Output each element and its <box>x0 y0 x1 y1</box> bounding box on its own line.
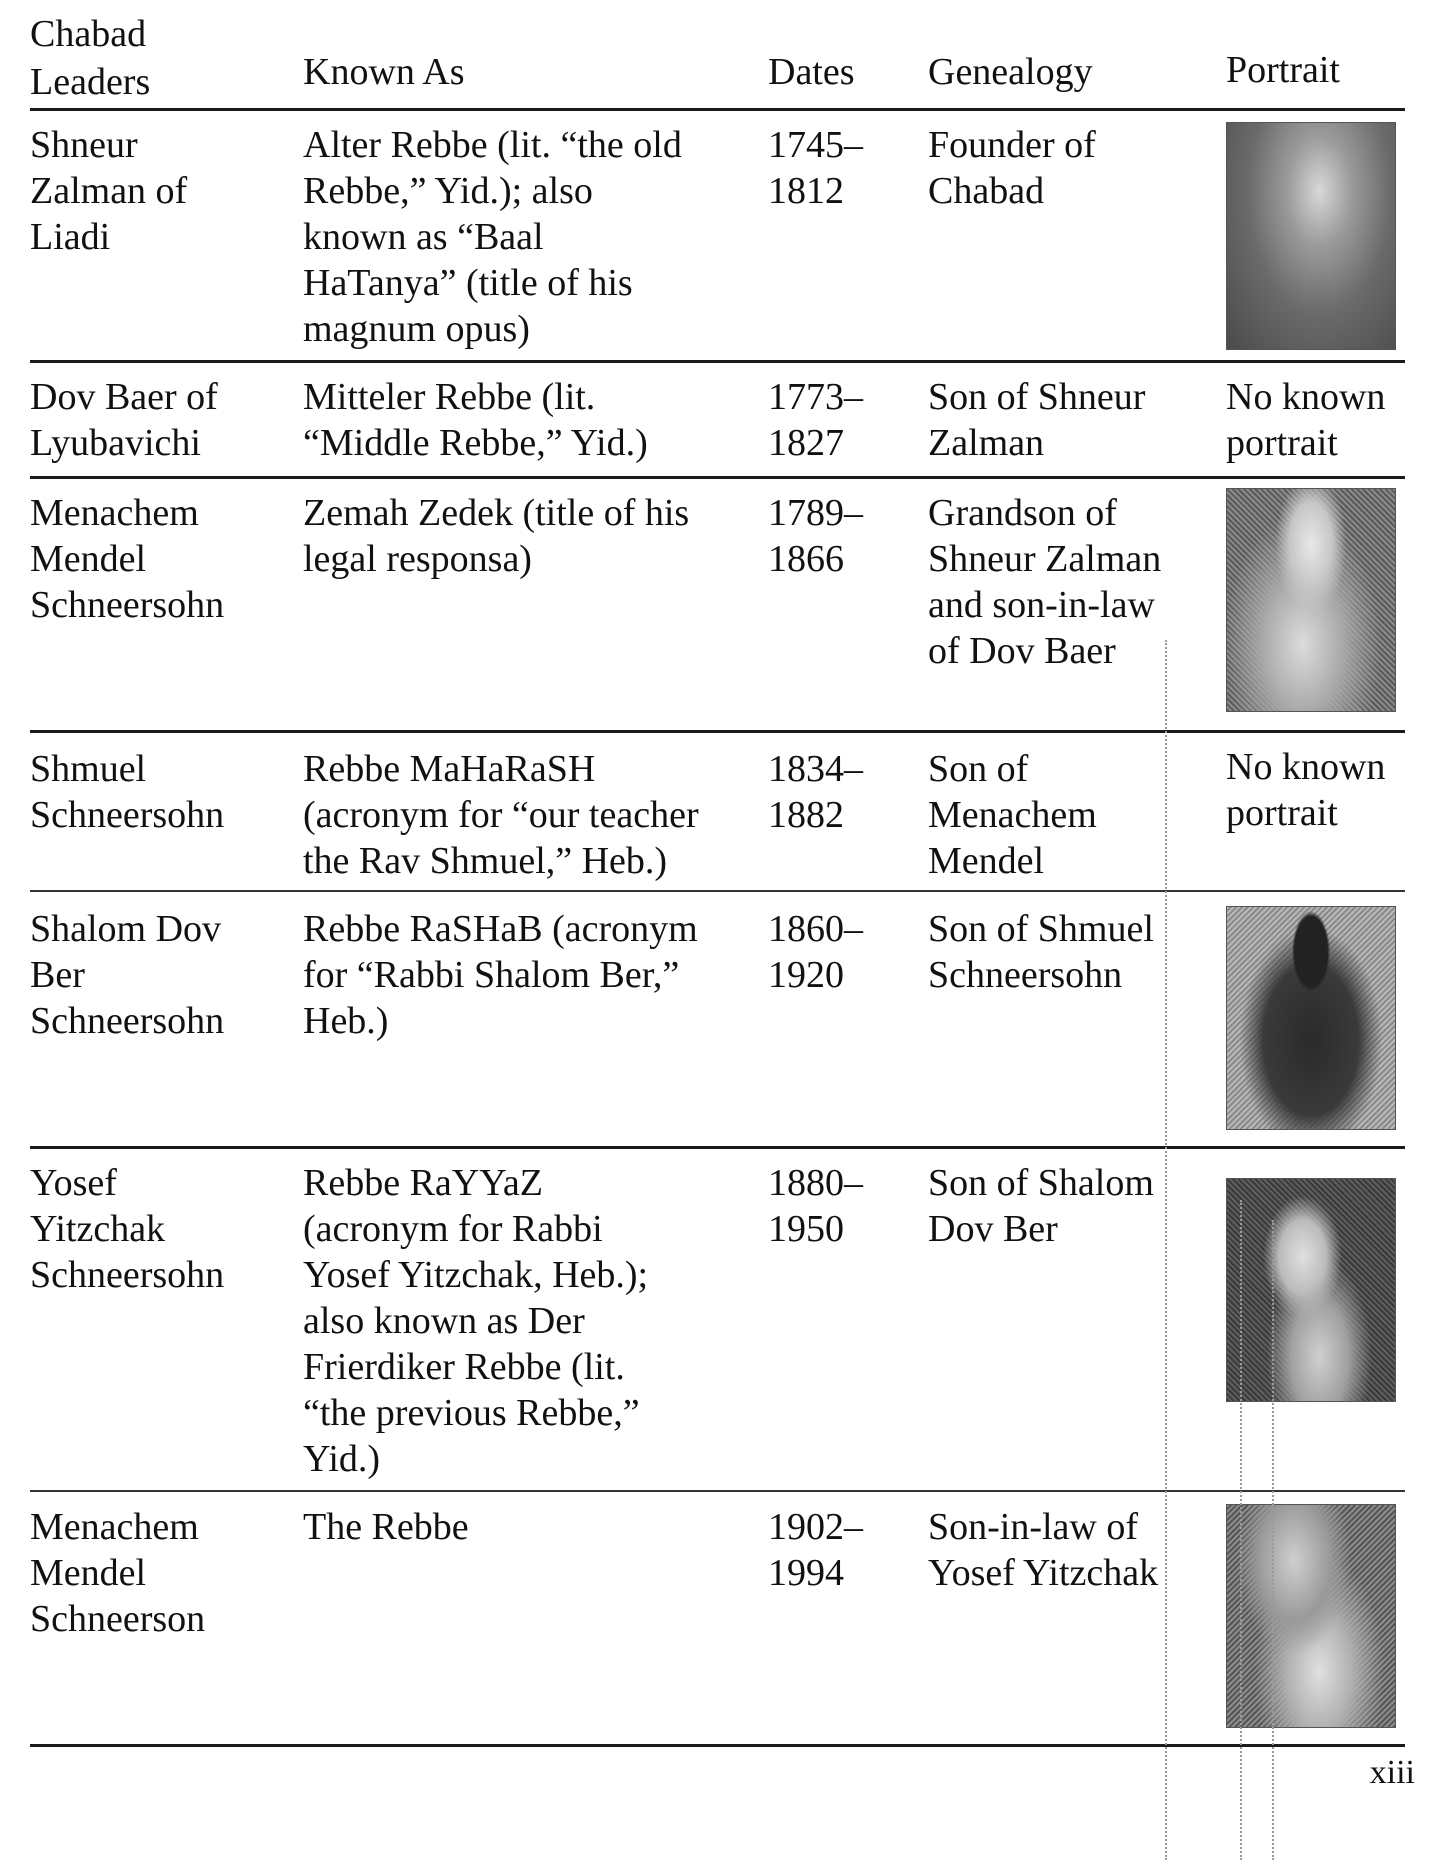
known-as: Rebbe MaHaRaSH (acronym for “our teacher the Rav Shmuel,” Heb.) <box>303 748 699 882</box>
leader-name: Yosef Yitzchak Schneersohn <box>30 1162 225 1296</box>
leader-name: Shalom Dov Ber Schneersohn <box>30 908 225 1042</box>
bottom-rule <box>30 1744 1405 1747</box>
row-rule <box>30 476 1405 479</box>
header-genealogy: Genealogy <box>928 51 1093 93</box>
dates: 1773– 1827 <box>768 376 863 464</box>
leader-name: Shmuel Schneersohn <box>30 748 225 836</box>
scan-artifact-line <box>1240 1200 1242 1860</box>
scan-artifact-line <box>1165 640 1167 1860</box>
portrait-note: No known portrait <box>1226 376 1386 464</box>
dates: 1880– 1950 <box>768 1162 863 1250</box>
header-dates: Dates <box>768 51 855 93</box>
genealogy: Founder of Chabad <box>928 124 1096 212</box>
portrait-image <box>1226 488 1396 712</box>
page-number: xiii <box>1369 1754 1415 1791</box>
leader-name: Menachem Mendel Schneersohn <box>30 492 225 626</box>
row-rule <box>30 360 1405 363</box>
dates: 1902– 1994 <box>768 1506 863 1594</box>
genealogy: Grandson of Shneur Zalman and son-in-law of Dov Baer <box>928 492 1162 672</box>
dates: 1860– 1920 <box>768 908 863 996</box>
header-portrait: Portrait <box>1226 49 1340 91</box>
dates: 1789– 1866 <box>768 492 863 580</box>
known-as: Rebbe RaSHaB (acronym for “Rabbi Shalom Ber,” Heb.) <box>303 908 698 1042</box>
portrait-image <box>1226 1504 1396 1728</box>
genealogy: Son-in-law of Yosef Yitzchak <box>928 1506 1159 1594</box>
known-as: Mitteler Rebbe (lit. “Middle Rebbe,” Yid.) <box>303 376 648 464</box>
known-as: Zemah Zedek (title of his legal responsa) <box>303 492 690 580</box>
portrait-image <box>1226 1178 1396 1402</box>
header-rule <box>30 108 1405 111</box>
portrait-image <box>1226 122 1396 350</box>
known-as: Rebbe RaYYaZ (acronym for Rabbi Yosef Yitzchak, Heb.); also known as Der Frierdiker Rebbe (lit. “the previous Rebbe,” Yid.) <box>303 1162 649 1480</box>
leader-name: Shneur Zalman of Liadi <box>30 124 188 258</box>
row-rule <box>30 1146 1405 1149</box>
genealogy: Son of Shalom Dov Ber <box>928 1162 1154 1250</box>
header-known-as: Known As <box>303 51 465 93</box>
row-rule <box>30 730 1405 733</box>
dates: 1745– 1812 <box>768 124 863 212</box>
leader-name: Dov Baer of Lyubavichi <box>30 376 218 464</box>
genealogy: Son of Shmuel Schneersohn <box>928 908 1154 996</box>
row-rule <box>30 890 1405 892</box>
genealogy: Son of Menachem Mendel <box>928 748 1097 882</box>
scan-artifact-line <box>1272 1220 1274 1860</box>
known-as: Alter Rebbe (lit. “the old Rebbe,” Yid.); also known as “Baal HaTanya” (title of his magnum opus) <box>303 124 682 350</box>
leader-name: Menachem Mendel Schneerson <box>30 1506 206 1640</box>
known-as: The Rebbe <box>303 1506 469 1548</box>
portrait-note: No known portrait <box>1226 746 1386 834</box>
portrait-image <box>1226 906 1396 1130</box>
header-leaders: Chabad Leaders <box>30 13 151 103</box>
dates: 1834– 1882 <box>768 748 863 836</box>
genealogy: Son of Shneur Zalman <box>928 376 1146 464</box>
row-rule <box>30 1490 1405 1492</box>
